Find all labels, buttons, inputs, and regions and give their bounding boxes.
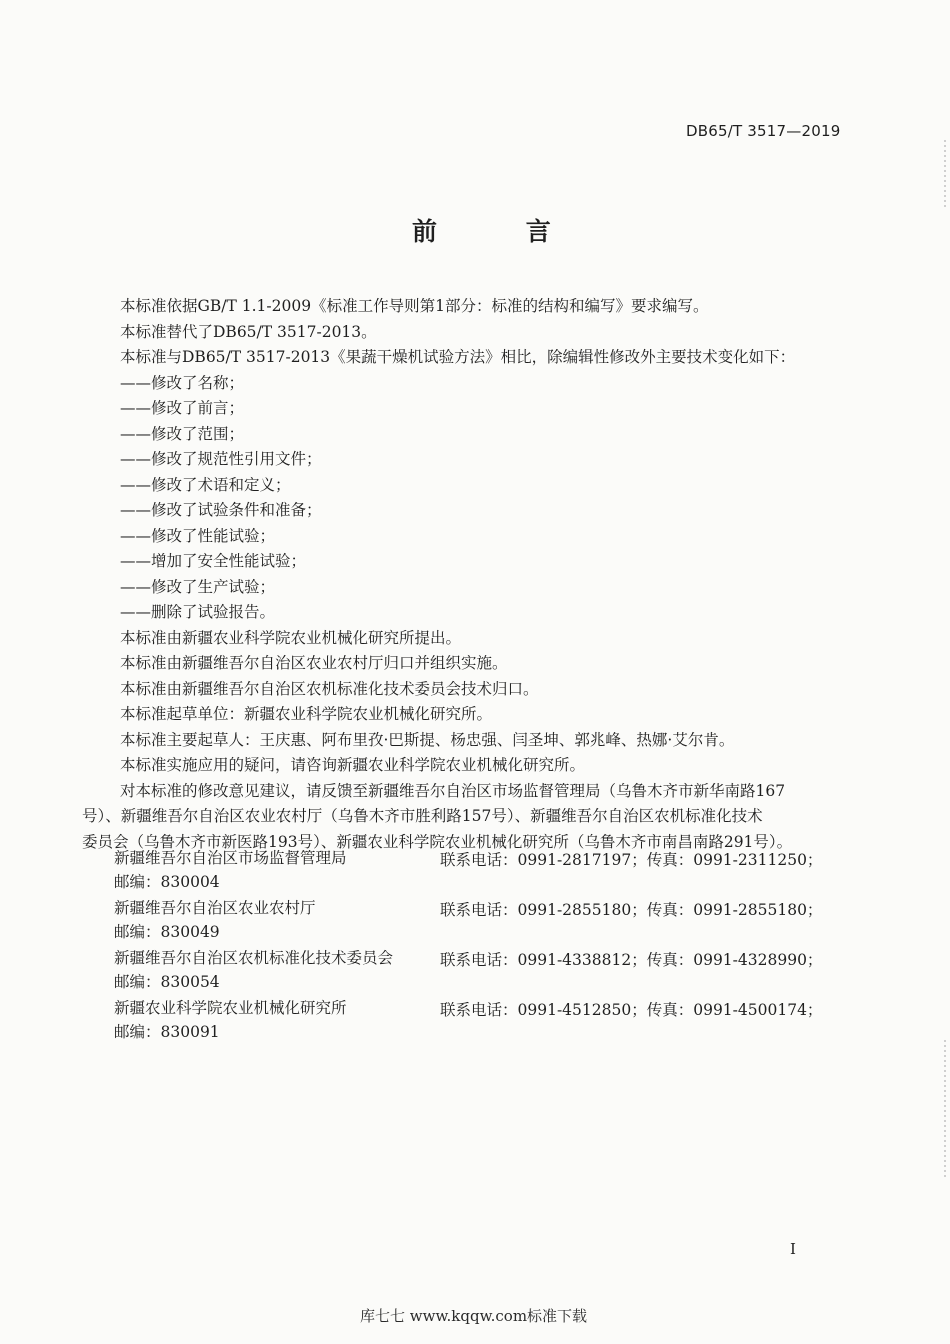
statements <box>82 626 842 779</box>
contact-postcode: 邮编：830004 <box>114 873 220 891</box>
list-item: ——删除了试验报告。 <box>120 603 276 621</box>
contact-postcode: 邮编：830049 <box>114 923 220 941</box>
statement-proposer: 本标准由新疆农业科学院农业机械化研究所提出。 <box>120 628 462 647</box>
list-item: ——修改了生产试验； <box>120 577 276 596</box>
paragraph-basis: 本标准依据GB/T 1.1-2009《标准工作导则第1部分：标准的结构和编写》要求编写。 <box>120 297 709 315</box>
scan-edge-mark <box>944 140 946 210</box>
contact-organization: 新疆维吾尔自治区农机标准化技术委员会 <box>114 949 394 967</box>
list-item: ——修改了术语和定义； <box>120 475 291 494</box>
feedback-paragraph <box>82 779 842 856</box>
contact-organization: 新疆维吾尔自治区市场监督管理局 <box>114 849 347 867</box>
page-title: 前 言 <box>412 217 591 246</box>
statement-drafters: 本标准主要起草人：王庆惠、阿布里孜·巴斯提、杨忠强、闫圣坤、郭兆峰、热娜·艾尔肯。 <box>120 730 735 749</box>
contact-postcode: 邮编：830054 <box>114 973 220 991</box>
contact-phone-fax: 联系电话：0991-2855180；传真：0991-2855180； <box>440 901 823 919</box>
contact-entry <box>114 996 834 1046</box>
contact-phone-fax: 联系电话：0991-4512850；传真：0991-4500174； <box>440 1001 823 1019</box>
standard-code: DB65/T 3517—2019 <box>686 122 841 140</box>
statement-drafting-unit: 本标准起草单位：新疆农业科学院农业机械化研究所。 <box>120 705 493 723</box>
contact-entry <box>114 896 834 946</box>
paragraph-comparison: 本标准与DB65/T 3517-2013《果蔬干燥机试验方法》相比，除编辑性修改外主要技术变化如下： <box>120 348 796 366</box>
feedback-line: 号）、新疆维吾尔自治区农业农村厅（乌鲁木齐市胜利路157号）、新疆维吾尔自治区农机标准化技术 <box>82 807 763 825</box>
contact-entry <box>114 946 834 996</box>
feedback-line: 对本标准的修改意见建议，请反馈至新疆维吾尔自治区市场监督管理局（乌鲁木齐市新华南路167 <box>120 781 786 800</box>
list-item: ——修改了性能试验； <box>120 526 276 545</box>
changes-list <box>82 371 842 626</box>
list-item: ——修改了前言； <box>120 399 245 417</box>
list-item: ——修改了范围； <box>120 424 245 443</box>
scan-edge-mark <box>944 1040 946 1180</box>
list-item: ——修改了名称； <box>120 373 245 392</box>
contact-phone-fax: 联系电话：0991-4338812；传真：0991-4328990； <box>440 951 823 969</box>
statement-technical-owner: 本标准由新疆维吾尔自治区农机标准化技术委员会技术归口。 <box>120 679 539 698</box>
paragraph-replaces: 本标准替代了DB65/T 3517-2013。 <box>120 322 377 341</box>
list-item: ——增加了安全性能试验； <box>120 552 307 570</box>
contact-entry <box>114 846 834 896</box>
contact-phone-fax: 联系电话：0991-2817197；传真：0991-2311250； <box>440 851 823 869</box>
list-item: ——修改了规范性引用文件； <box>120 450 322 468</box>
statement-implementer: 本标准由新疆维吾尔自治区农业农村厅归口并组织实施。 <box>120 654 508 672</box>
footer-watermark: 库七七 www.kqqw.com标准下载 <box>360 1307 588 1325</box>
contact-organization: 新疆维吾尔自治区农业农村厅 <box>114 899 316 917</box>
contact-postcode: 邮编：830091 <box>114 1023 220 1041</box>
contact-list <box>114 846 834 1046</box>
feedback-line: 委员会（乌鲁木齐市新医路193号）、新疆农业科学院农业机械化研究所（乌鲁木齐市南昌南路291号）。 <box>82 832 793 851</box>
foreword-body <box>82 294 842 855</box>
list-item: ——修改了试验条件和准备； <box>120 501 322 519</box>
page-number: I <box>790 1240 796 1258</box>
statement-inquiry: 本标准实施应用的疑问，请咨询新疆农业科学院农业机械化研究所。 <box>120 756 586 774</box>
contact-organization: 新疆农业科学院农业机械化研究所 <box>114 999 347 1017</box>
